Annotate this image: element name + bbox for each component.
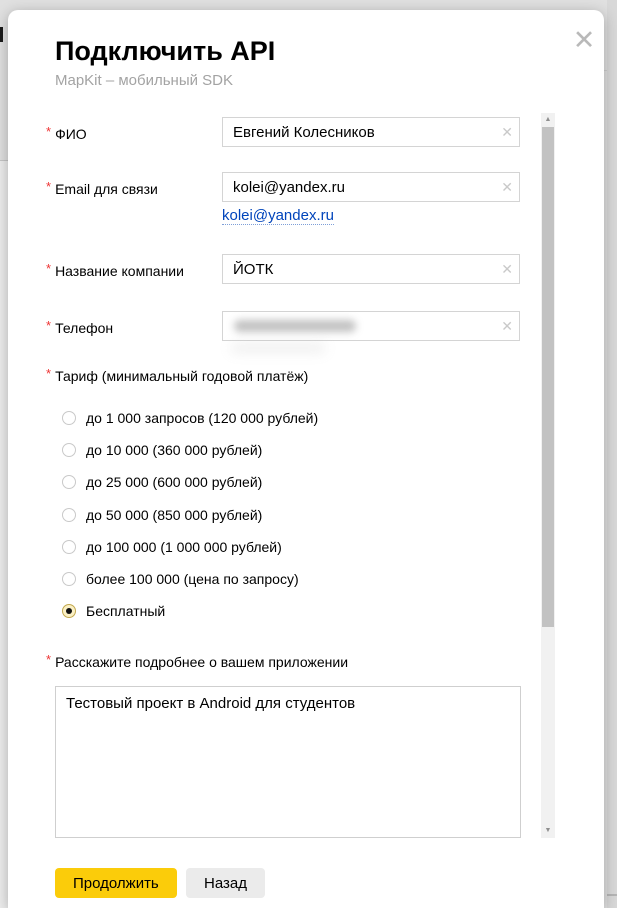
required-asterisk: * (46, 652, 52, 667)
clear-icon[interactable]: ✕ (501, 318, 513, 334)
radio-unselected-icon[interactable] (62, 443, 76, 457)
fio-label: * ФИО (46, 124, 87, 142)
tariff-option-4[interactable]: до 50 000 (850 000 рублей) (62, 504, 262, 526)
browser-page-scrollbar[interactable] (607, 0, 617, 908)
company-input-wrap (222, 254, 520, 284)
required-asterisk: * (46, 366, 52, 381)
clear-icon[interactable]: ✕ (501, 124, 513, 140)
tariff-option-2[interactable]: до 10 000 (360 000 рублей) (62, 439, 262, 461)
background-page-left (0, 161, 8, 908)
clear-icon[interactable]: ✕ (501, 261, 513, 277)
connect-api-dialog (8, 10, 604, 908)
required-asterisk: * (46, 124, 52, 139)
tariff-option-6[interactable]: более 100 000 (цена по запросу) (62, 568, 299, 590)
scrollbar-thumb[interactable] (542, 127, 554, 627)
tariff-label: * Тариф (минимальный годовой платёж) (46, 366, 309, 384)
field-row-phone (46, 311, 528, 341)
required-asterisk: * (46, 261, 52, 276)
email-label: * Email для связи (46, 179, 158, 197)
tariff-option-5[interactable]: до 100 000 (1 000 000 рублей) (62, 536, 282, 558)
background-text-fragment (0, 27, 3, 42)
tariff-option-3[interactable]: до 25 000 (600 000 рублей) (62, 471, 262, 493)
radio-unselected-icon[interactable] (62, 508, 76, 522)
phone-value-redacted (234, 320, 356, 332)
dialog-scrollbar[interactable] (541, 113, 555, 838)
background-divider-left (0, 160, 8, 161)
field-row-fio (46, 117, 528, 147)
company-label: * Название компании (46, 261, 184, 279)
back-button[interactable]: Назад (186, 868, 265, 898)
scrollbar-up-icon[interactable]: ▲ (544, 116, 552, 123)
company-input[interactable] (222, 254, 520, 284)
email-input[interactable] (222, 172, 520, 202)
continue-button[interactable]: Продолжить (55, 868, 177, 898)
required-asterisk: * (46, 179, 52, 194)
fio-input[interactable] (222, 117, 520, 147)
close-icon[interactable]: ✕ (572, 25, 596, 55)
radio-selected-icon[interactable] (62, 604, 76, 618)
radio-unselected-icon[interactable] (62, 540, 76, 554)
field-row-company (46, 254, 528, 284)
scrollbar-down-icon[interactable]: ▼ (544, 827, 552, 834)
phone-input-wrap (222, 311, 520, 341)
radio-unselected-icon[interactable] (62, 475, 76, 489)
about-label: * Расскажите подробнее о вашем приложении (46, 652, 349, 670)
tariff-option-1[interactable]: до 1 000 запросов (120 000 рублей) (62, 407, 318, 429)
dialog-subtitle: MapKit – мобильный SDK (55, 72, 234, 89)
phone-label: * Телефон (46, 318, 114, 336)
radio-unselected-icon[interactable] (62, 572, 76, 586)
required-asterisk: * (46, 318, 52, 333)
about-textarea[interactable] (55, 686, 521, 838)
field-row-email (46, 172, 528, 202)
browser-scrollbar-divider (607, 894, 617, 896)
email-input-wrap (222, 172, 520, 202)
clear-icon[interactable]: ✕ (501, 179, 513, 195)
tariff-option-7[interactable]: Бесплатный (62, 600, 165, 622)
email-suggestion-link[interactable]: kolei@yandex.ru (222, 207, 334, 224)
dialog-title: Подключить API (55, 36, 276, 66)
fio-input-wrap (222, 117, 520, 147)
email-suggestion-line (222, 207, 334, 227)
radio-unselected-icon[interactable] (62, 411, 76, 425)
phone-redaction-smudge (230, 343, 326, 353)
